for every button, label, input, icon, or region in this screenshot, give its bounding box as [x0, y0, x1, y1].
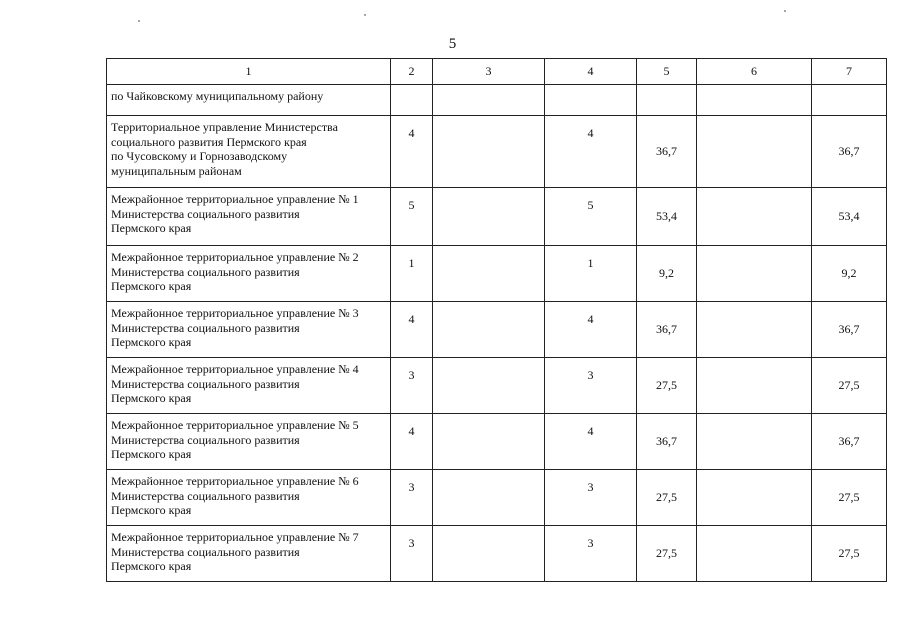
amount-col7-cell: 36,7 [812, 414, 887, 470]
table-row [107, 188, 887, 246]
count-col2-cell: 5 [391, 188, 433, 246]
header-cell-6: 6 [697, 59, 812, 85]
col6-cell [697, 358, 812, 414]
empty-cell [433, 85, 545, 116]
row-name-cell [107, 358, 391, 414]
header-cell-2: 2 [391, 59, 433, 85]
count-col2-cell: 4 [391, 302, 433, 358]
col3-cell [433, 302, 545, 358]
row-name-line: Министерства социального развития [111, 432, 300, 447]
amount-col5-cell: 36,7 [637, 414, 697, 470]
amount-col5-cell: 53,4 [637, 188, 697, 246]
continuation-name-line: по Чайковскому муниципальному району [111, 89, 324, 103]
amount-col7-cell: 27,5 [812, 526, 887, 582]
count-col2-cell: 3 [391, 470, 433, 526]
col6-cell [697, 116, 812, 188]
row-name-cell [107, 302, 391, 358]
col6-cell [697, 188, 812, 246]
empty-cell [391, 85, 433, 116]
row-name-line: Пермского края [111, 559, 192, 573]
row-name-line: Министерства социального развития [111, 206, 300, 221]
header-cell-3: 3 [433, 59, 545, 85]
col6-cell [697, 526, 812, 582]
scan-speck [784, 10, 786, 12]
col3-cell [433, 470, 545, 526]
amount-col7-cell: 27,5 [812, 358, 887, 414]
col3-cell [433, 358, 545, 414]
row-name-line: Министерства социального развития [111, 320, 300, 335]
count-col2-cell: 3 [391, 526, 433, 582]
amount-col5-cell: 27,5 [637, 526, 697, 582]
col6-cell [697, 470, 812, 526]
amount-col7-cell: 27,5 [812, 470, 887, 526]
row-name-line: Пермского края [111, 447, 192, 461]
table-row [107, 414, 887, 470]
col3-cell [433, 116, 545, 188]
empty-cell [697, 85, 812, 116]
amount-col7-cell: 36,7 [812, 302, 887, 358]
count-col4-cell: 1 [545, 246, 637, 302]
amount-col5-cell: 27,5 [637, 358, 697, 414]
amount-col5-cell: 27,5 [637, 470, 697, 526]
row-name-line: Министерства социального развития [111, 376, 300, 391]
row-name-line: Министерства социального развития [111, 544, 300, 559]
continuation-row [107, 85, 887, 116]
scan-speck [138, 20, 140, 22]
amount-col7-cell: 9,2 [812, 246, 887, 302]
row-name-line: Министерства социального развития [111, 264, 300, 279]
count-col4-cell: 5 [545, 188, 637, 246]
row-name-line: Межрайонное территориальное управление № 2 [111, 250, 359, 264]
col3-cell [433, 414, 545, 470]
row-name-line: Межрайонное территориальное управление № 7 [111, 530, 359, 544]
col6-cell [697, 246, 812, 302]
empty-cell [545, 85, 637, 116]
continuation-name [107, 85, 391, 116]
row-name-line: Межрайонное территориальное управление № 6 [111, 474, 359, 488]
row-name-line: муниципальным районам [111, 163, 242, 178]
row-name-cell [107, 246, 391, 302]
col6-cell [697, 414, 812, 470]
header-cell-1: 1 [107, 59, 391, 85]
row-name-cell [107, 116, 391, 188]
row-name-cell [107, 526, 391, 582]
header-cell-5: 5 [637, 59, 697, 85]
row-name-line: Пермского края [111, 279, 192, 293]
empty-cell [812, 85, 887, 116]
table-row [107, 526, 887, 582]
count-col2-cell: 4 [391, 116, 433, 188]
row-name-line: Пермского края [111, 335, 192, 349]
count-col4-cell: 3 [545, 470, 637, 526]
table-row [107, 116, 887, 188]
col6-cell [697, 302, 812, 358]
row-name-line: социального развития Пермского края [111, 134, 307, 149]
amount-col7-cell: 53,4 [812, 188, 887, 246]
table-row [107, 470, 887, 526]
row-name-line: Межрайонное территориальное управление № 1 [111, 192, 359, 206]
header-cell-7: 7 [812, 59, 887, 85]
amount-col7-cell: 36,7 [812, 116, 887, 188]
count-col2-cell: 4 [391, 414, 433, 470]
row-name-line: Межрайонное территориальное управление № 3 [111, 306, 359, 320]
header-cell-4: 4 [545, 59, 637, 85]
row-name-line: Пермского края [111, 221, 192, 235]
table-row [107, 358, 887, 414]
row-name-cell [107, 470, 391, 526]
row-name-cell [107, 414, 391, 470]
empty-cell [637, 85, 697, 116]
row-name-cell [107, 188, 391, 246]
col3-cell [433, 526, 545, 582]
count-col2-cell: 1 [391, 246, 433, 302]
count-col2-cell: 3 [391, 358, 433, 414]
scan-speck [364, 14, 366, 16]
row-name-line: Межрайонное территориальное управление № 4 [111, 362, 359, 376]
col3-cell [433, 246, 545, 302]
row-name-line: Межрайонное территориальное управление № 5 [111, 418, 359, 432]
col3-cell [433, 188, 545, 246]
row-name-line: Министерства социального развития [111, 488, 300, 503]
table-row [107, 302, 887, 358]
row-name-line: Пермского края [111, 391, 192, 405]
amount-col5-cell: 36,7 [637, 302, 697, 358]
amount-col5-cell: 9,2 [637, 246, 697, 302]
count-col4-cell: 3 [545, 358, 637, 414]
allocation-table [106, 58, 887, 582]
row-name-line: Территориальное управление Министерства [111, 120, 338, 134]
count-col4-cell: 3 [545, 526, 637, 582]
count-col4-cell: 4 [545, 302, 637, 358]
row-name-line: по Чусовскому и Горнозаводскому [111, 149, 288, 163]
page-number: 5 [448, 36, 457, 52]
table-row [107, 246, 887, 302]
amount-col5-cell: 36,7 [637, 116, 697, 188]
header-row [107, 59, 887, 85]
count-col4-cell: 4 [545, 414, 637, 470]
row-name-line: Пермского края [111, 503, 192, 517]
count-col4-cell: 4 [545, 116, 637, 188]
